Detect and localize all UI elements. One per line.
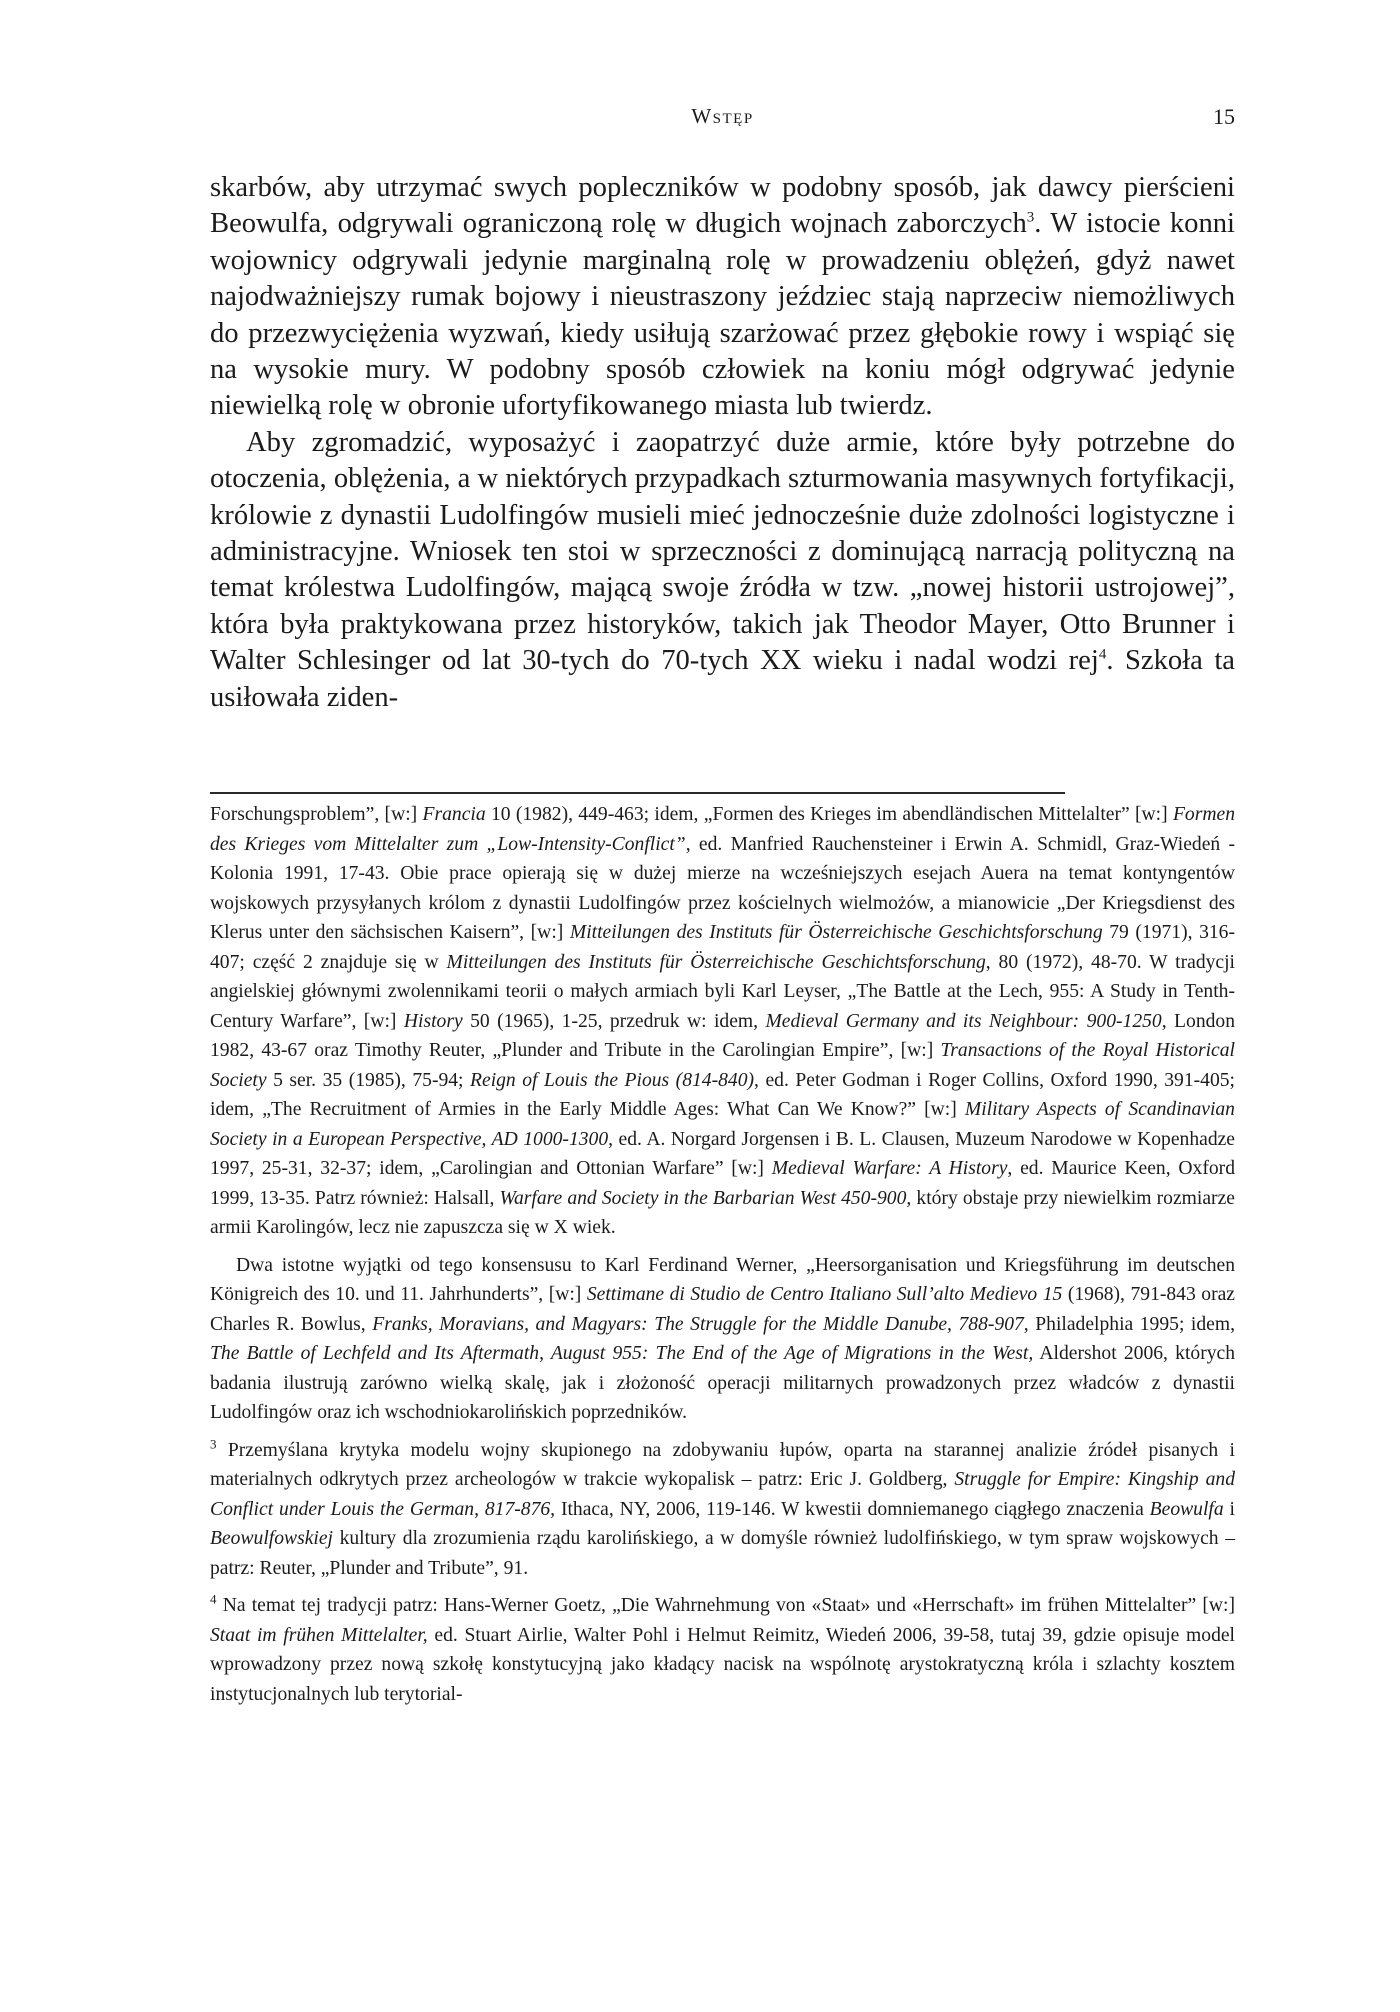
footnote-ref-3: 3 (1026, 209, 1035, 226)
footnote-text: który obstaje przy niewielkim rozmiarze armii Karolingów, lecz nie zapuszcza się w X wiek. (210, 1187, 1235, 1238)
footnote-number-3: 3 (210, 1435, 217, 1451)
footnote-text: 5 ser. 35 (1985), 75-94; (266, 1069, 471, 1091)
paragraph-2-text: Aby zgromadzić, wyposażyć i zaopatrzyć duże armie, które były potrzebne do otoczenia, oblężenia, a w niektórych przypadkach szturmowania masywnych fortyfikacji, królowie z dynastii Ludolfingów musieli mieć jednocześnie duże zdolności logistyczne i administracyjne. Wniosek ten stoi w sprzeczności z dominującą narracją polityczną na temat królestwa Ludolfingów, mającą swoje źródła w tzw. „nowej historii ustrojowej”, która była praktykowana przez historyków, takich jak Theodor Mayer, Otto Brunner i Walter Schlesinger od lat 30-tych do 70-tych XX wieku i nadal wodzi rej (210, 426, 1236, 677)
footnote-italic: Reign of Louis the Pious (814-840) (470, 1069, 755, 1091)
footnote-italic: Struggle for Empire: Kingship and Conflict under Louis the German, 817-876, (210, 1469, 1235, 1520)
footnote-text: kultury dla zrozumienia rządu karolińskiego, a w domyśle również ludolfińskiego, w tym spraw wojskowych – patrz: Reuter, „Plunder and Tribute”, 91. (210, 1528, 1235, 1579)
paragraph-2-text-cont: . Szkoła ta usiłowała ziden- (210, 645, 1235, 713)
paragraph-1-text-cont: . W istocie konni wojownicy odgrywali jedynie marginalną rolę w prowadzeniu oblężeń, gdyż nawet najodważniejszy rumak bojowy i nieustraszony jeździec stają naprzeciw niemożliwych do przezwyciężenia wyzwań, kiedy usiłują szarżować przez głębokie rowy i wspiąć się na wysokie mury. W podobny sposób człowiek na koniu mógł odgrywać jedynie niewielką rolę w obronie ufortyfikowanego miasta lub twierdz. (210, 208, 1235, 422)
footnote-italic: History (403, 1010, 463, 1032)
footnote-text: Forschungsproblem”, [w:] (210, 804, 423, 825)
footnote-text: Philadelphia 1995; idem, (1028, 1313, 1236, 1335)
footnote-text: ed. Stuart Airlie, Walter Pohl i Helmut Reimitz, Wiedeń 2006, 39-58, tutaj 39, gdzie opisuje model wprowadzony przez nową szkołę konstytucyjną jako kładący nacisk na wspólnotę arystokratyczną króla i szlachty kosztem instytucjonalnych lub terytorial- (210, 1624, 1236, 1705)
running-title: Wstęp (691, 104, 754, 128)
footnote-italic: Military Aspects of Scandinavian Society in a European Perspective, AD 1000-1300 (210, 1099, 1235, 1150)
footnote-text: Ithaca, NY, 2006, 119-146. W kwestii domniemanego ciągłego znaczenia (555, 1498, 1150, 1520)
footnote-number-4: 4 (210, 1591, 217, 1607)
footnotes (210, 800, 1235, 1709)
running-head (210, 104, 1235, 136)
footnote-italic: Warfare and Society in the Barbarian West 450-900, (499, 1187, 912, 1209)
footnote-continuation-paragraph (210, 1251, 1235, 1428)
footnote-3 (210, 1436, 1235, 1584)
footnote-italic: Settimane di Studio de Centro Italiano Sull’alto Medievo 15 (586, 1284, 1063, 1305)
footnote-text: , ed. Peter Godman i Roger Collins, Oxford 1990, 391-405; idem, „The Recruitment of Armies in the Early Middle Ages: What Can We Know?” [w:] (210, 1069, 1235, 1120)
footnote-text: , ed. Maurice Keen, Oxford 1999, 13-35. Patrz również: Halsall, (210, 1158, 1235, 1209)
footnote-italic: Medieval Germany and its Neighbour: 900-1250 (765, 1010, 1162, 1032)
main-text (210, 170, 1235, 716)
footnote-text: Na temat tej tradycji patrz: Hans-Werner Goetz, „Die Wahrnehmung von «Staat» und «Herrschaft» im frühen Mittelalter” [w:] (216, 1595, 1235, 1616)
footnote-italic: The Battle of Lechfeld and Its Aftermath, August 955: The End of the Age of Migrations in the West, (210, 1343, 1034, 1364)
footnote-text: , ed. A. Norgard Jorgensen i B. L. Clausen, Muzeum Narodowe w Kopenhadze 1997, 25-31, 32-37; idem, „Carolingian and Ottonian Warfare” [w:] (210, 1128, 1236, 1179)
paragraph-1-text: skarbów, aby utrzymać swych popleczników w podobny sposób, jak dawcy pierścieni Beowulfa, odgrywali ograniczoną rolę w długich wojnach zaborczych (210, 172, 1235, 240)
page-number: 15 (1213, 104, 1235, 129)
footnote-text: , 80 (1972), 48-70. W tradycji angielskiej głównymi zwolennikami teorii o małych armiach byli Karl Leyser, „The Battle at the Lech, 955: A Study in Tenth-Century Warfare”, [w:] (210, 951, 1235, 1032)
footnote-italic: Beowulfa (1149, 1498, 1224, 1520)
footnote-text: i (1223, 1498, 1235, 1520)
footnote-italic: Formen des Krieges vom Mittelalter zum „Low-Intensity-Conflict” (210, 804, 1235, 855)
footnote-text: , London 1982, 43-67 oraz Timothy Reuter, „Plunder and Tribute in the Carolingian Empire”, [w:] (210, 1010, 1236, 1061)
footnote-continuation (210, 800, 1235, 1243)
footnote-text: Przemyślana krytyka modelu wojny skupionego na zdobywaniu łupów, oparta na starannej analizie źródeł pisanych i materialnych odkrytych przez archeologów w trakcie wykopalisk – patrz: Eric J. Goldberg, (210, 1439, 1235, 1490)
footnote-italic: Transactions of the Royal Historical Society (210, 1040, 1235, 1091)
footnote-text: 10 (1982), 449-463; idem, „Formen des Krieges im abendländischen Mittelalter” [w:] (485, 804, 1173, 825)
footnote-text: 50 (1965), 1-25, przedruk w: idem, (462, 1010, 766, 1032)
footnote-text: Dwa istotne wyjątki od tego konsensusu to Karl Ferdinand Werner, „Heersorganisation und Kriegsführung im deutschen Königreich des 10. und 11. Jahrhunderts”, [w:] (210, 1254, 1235, 1305)
footnote-italic: Medieval Warfare: A History (771, 1158, 1008, 1179)
footnote-separator (210, 792, 1065, 794)
footnote-text: Aldershot 2006, których badania ilustrują zarówno wielką skalę, jak i złożoność operacji militarnych prowadzonych przez władców z dynastii Ludolfingów oraz ich wschodniokarolińskich poprzedników. (210, 1343, 1236, 1423)
paragraph-2 (210, 425, 1235, 716)
footnote-italic: Staat im frühen Mittelalter, (210, 1624, 428, 1646)
footnote-4 (210, 1591, 1235, 1709)
paragraph-1 (210, 170, 1235, 425)
footnote-text: 79 (1971), 316-407; część 2 znajduje się w (210, 922, 1236, 973)
footnote-italic: Francia (422, 804, 486, 825)
footnote-ref-4: 4 (1098, 646, 1107, 663)
footnote-italic: Beowulfowskiej (210, 1528, 333, 1549)
footnote-italic: Mitteilungen des Instituts für Österreichische Geschichtsforschung (569, 922, 1103, 943)
footnote-text: (1968), 791-843 oraz Charles R. Bowlus, (210, 1284, 1236, 1335)
footnote-italic: Mitteilungen des Instituts für Österreichische Geschichtsforschung (446, 951, 986, 973)
footnote-text: , ed. Manfried Rauchensteiner i Erwin A. Schmidl, Graz-Wiedeń -Kolonia 1991, 17-43. Obie prace opierają się w dużej mierze na wcześniejszych esejach Auera na temat kontyngentów wojskowych przysyłanych królom z dynastii Ludolfingów przez kościelnych wielmożów, a mianowicie „Der Kriegsdienst des Klerus unter den sächsischen Kaisern”, [w:] (210, 833, 1235, 943)
footnote-italic: Franks, Moravians, and Magyars: The Struggle for the Middle Danube, 788-907, (372, 1313, 1029, 1335)
